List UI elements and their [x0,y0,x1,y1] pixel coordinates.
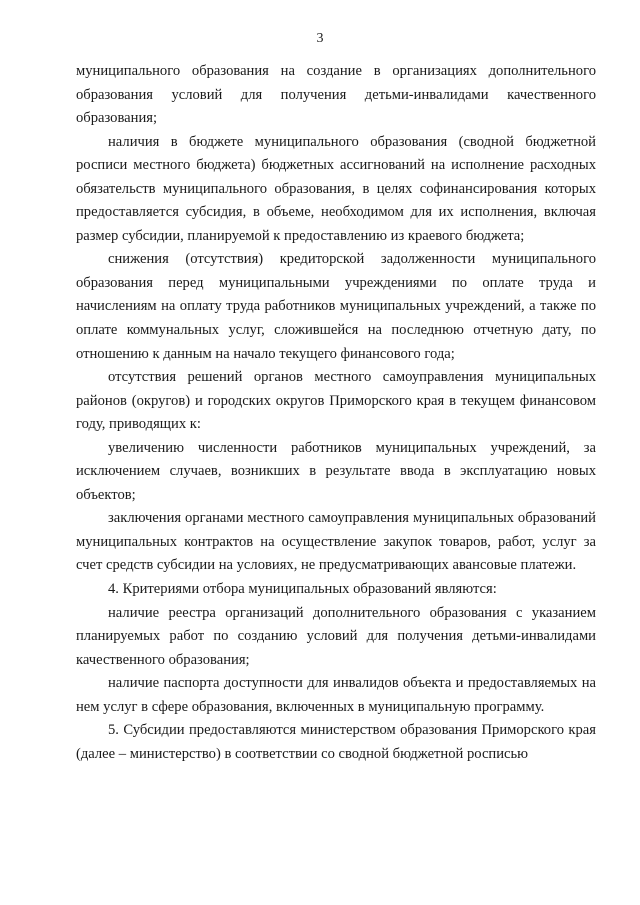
document-body [76,60,596,766]
paragraph: наличие паспорта доступности для инвалидов объекта и предоставляемых на нем услуг в сфере образования, включенных в муниципальную программу. [76,675,596,715]
paragraph: наличие реестра организаций дополнительного образования с указанием планируемых работ по созданию условий для получения детьми-инвалидами качественного образования; [76,604,596,668]
paragraph: муниципального образования на создание в организациях дополнительного образования условий для получения детьми-инвалидами качественного образования; [76,63,596,127]
paragraph: увеличению численности работников муниципальных учреждений, за исключением случаев, возникших в результате ввода в эксплуатацию новых объектов; [76,439,596,503]
paragraph: снижения (отсутствия) кредиторской задолженности муниципального образования перед муниципальными учреждениями по оплате труда и начислениям на оплату труда работников муниципальных учреждений, а также по оплате коммунальных услуг, сложившейся на последнюю отчетную дату, по отношению к данным на начало текущего финансового года; [76,251,596,362]
paragraph: наличия в бюджете муниципального образования (сводной бюджетной росписи местного бюджета) бюджетных ассигнований на исполнение расходных обязательств муниципального образования, в целях софинансирования которых предоставляется субсидия, в объеме, необходимом для их исполнения, включая размер субсидии, планируемой к предоставлению из краевого бюджета; [76,133,596,244]
page-number: 3 [316,31,324,46]
paragraph: отсутствия решений органов местного самоуправления муниципальных районов (округов) и городских округов Приморского края в текущем финансовом году, приводящих к: [76,369,596,433]
paragraph: заключения органами местного самоуправления муниципальных образований муниципальных контрактов на осуществление закупок товаров, работ, услуг за счет средств субсидии на условиях, не предусматривающих авансовые платежи. [76,510,596,574]
paragraph: 4. Критериями отбора муниципальных образований являются: [108,581,497,598]
paragraph: 5. Субсидии предоставляются министерством образования Приморского края (далее – министерство) в соответствии со сводной бюджетной росписью [76,722,596,762]
